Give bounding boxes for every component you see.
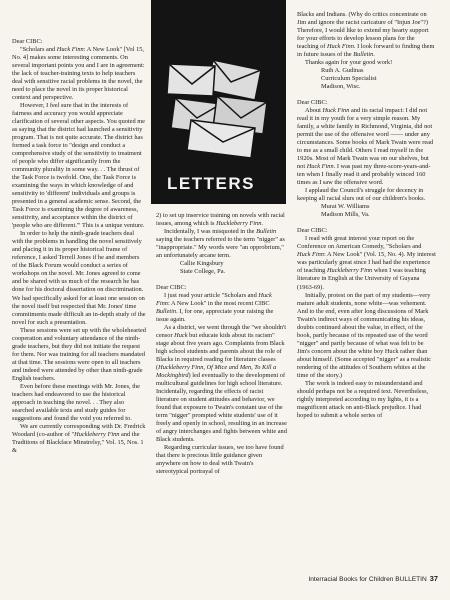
paragraph: Initially, protest on the part of my students—very mature adult students, none white—was vehement. And to the end, even after long discussions of Mark Twain's indirect ways of communicating his ideas, doubts continued about the value, in effect, of the book, partly because of its repeated use of the word "nigger" and partly because of what was felt to be Jim's concern about the white boy Huck rather than about himself. (Some accepted "nigger" as a realistic rendering of the attitudes of Southern whites at the time of the story.) [297, 291, 432, 379]
letter-column-middle [156, 212, 287, 477]
salutation: Dear CIBC: [156, 284, 187, 292]
paragraph: These sessions were set up with the wholehearted cooperation and voluntary attendance of the ninth-grade teachers, but they did not initiate the request for them. Nor was training for all teachers mandated at that time. The sessions were open to all teachers and indeed were attended by other than ninth-grade English teachers. [12, 326, 146, 382]
signature-name: Callie Kingsbury [180, 260, 224, 268]
paragraph: Even before these meetings with Mr. Jones, the teachers had endeavored to use the historical approach in teaching the novel. . . They also searched available texts and study guides for suggestions and found the void you referred to. [12, 382, 140, 422]
paragraph: Blacks and Indians. (Why do critics concentrate on Jim and ignore the racist caricature of "Injun Joe"?) Therefore, I would like to extend my hearty support for your efforts to develop lesson plans for the teaching of Huck Finn. I look forward to finding them in future issues of the Bulletin. [297, 11, 435, 59]
publication-name: Interracial Books for Children BULLETIN [308, 576, 427, 583]
signature-location: Madison, Wisc. [321, 83, 361, 91]
paragraph: As a district, we went through the "we shouldn't censor Huck but educate kids about its racism" stage about five years ago. Complaints from Black high school students and parents about the role of Blacks in required reading for literature classes (Huckleberry Finn, Of Mice and Men, To Kill a Mockingbird) led eventually to the development of multicultural guidelines for high school literature. Incidentally, regarding the effects of racist literature on student attitudes and behavior, we found that exposure to Twain's constant use of the term "nigger" prompted white students' use of it freely and openly in school, resulting in an increase of angry interchanges and fights between white and Black students. [156, 324, 287, 444]
paragraph: About Huck Finn and its racial impact: I did not read it in my youth for a very simple reason. My family, a white family in Richmond, Virginia, did not permit the use of the offensive word —— under any circumstances. Some books of Mark Twain were read to me as a small child. Others I read myself in the 1920s. Most of Mark Twain was on our shelves, but not Huck Finn. I was past my three-score-years-and-ten when I finally read it and probably winced 160 times as I saw the offensive word. [297, 107, 434, 187]
letters-logo [151, 0, 286, 204]
envelopes-icon [151, 0, 286, 204]
paragraph: "Scholars and Huck Finn: A New Look" [Vol 15, No. 4] makes some interesting comments. On several important points you and I are in agreement: the lack of teacher-training texts to help teachers deal with sensitive racial problems in the novel, the need to place the novel in its proper historical context and perspective. [12, 46, 145, 102]
letter-column-left [12, 38, 146, 455]
salutation: Dear CIBC: [297, 99, 328, 107]
paragraph: 2) to set up inservice training on novels with racial issues, among which is Huckleberry Finn. [156, 212, 285, 228]
paragraph: Thanks again for your good work! [305, 59, 393, 67]
signature-location: State College, Pa. [180, 268, 226, 276]
paragraph: We are currently corresponding with Dr. Fredrick Woodard (co-author of "Huckleberry Finn and the Traditions of Blackface Minstrelsy," Vol. 15, Nos. 1 & [12, 422, 146, 454]
salutation: Dear CIBC: [297, 227, 328, 235]
salutation: Dear CIBC: [12, 38, 43, 45]
signature-title: Curriculum Specialist [321, 75, 377, 83]
paragraph: Incidentally, I was misquoted in the Bulletin saying the teachers referred to the term "nigger" as "inappropriate." My words were "an opprobrium," an unfortunately arcane term. [156, 228, 285, 260]
logo-label: LETTERS [167, 174, 255, 193]
paragraph: However, I feel sure that in the interests of fairness and accuracy you would appreciate clarification of several other aspects. You quoted me as saying that the district had launched a sensitivity program. That is not quite accurate. The district has formed a task force to "design and conduct a comprehensive study of the sensitivity to treatment of people who differ significantly from the community plurality in some way. . . The thrust of the Task Force is twofold. One, the Task Force is examining the ways in which knowledge of and sensitivity to 'different' individuals and groups is presented in a general academic sense. Second, the Task Force is examining the degree of awareness, sensitivity, and acceptance within the district of 'people who are different.'" This is a unique venture. [12, 102, 146, 230]
paragraph: I just read your article "Scholars and Huck Finn: A New Look" in the most recent CIBC Bulletin. I, for one, appreciate your raising the issue again. [156, 292, 274, 324]
paragraph: Regarding curricular issues, we too have found that there is precious little guidance given anywhere on how to deal with Twain's stereotypical portrayal of [156, 444, 284, 476]
paragraph: I read with great interest your report on the Conference on American Comedy, "Scholars and Huck Finn: A New Look" (Vol. 15, No. 4). My interest was particularly great since I had had the experience of teaching Huckleberry Finn when I was teaching literature in English at the University of Guyana (1963-69). [297, 235, 436, 291]
paragraph: In order to help the ninth-grade teachers deal with the problems in handling the novel sensitively and placing it in its proper historical frame of reference, I asked Terrell Jones if he and members of the Black Forum would conduct a series of workshops on the novel. Mr. Jones agreed to come and be shared with us much of the research he has done for his doctoral dissertation on discrimination. We had specifically asked for at least one session on the novel itself but respected that Mr. Jones' time commitments made difficult an in-depth study of the novel for such a presentation. [12, 230, 146, 326]
page-footer [308, 574, 438, 583]
paragraph: I applaud the Council's struggle for decency in keeping all racial slurs out of our children's books. [297, 187, 426, 203]
signature-name: Ruth A. Gudinas [321, 67, 364, 75]
letter-column-right [297, 11, 436, 420]
signature-location: Madison Mills, Va. [321, 211, 370, 219]
signature-name: Murat W. Williams [321, 203, 370, 211]
page-number: 37 [429, 574, 438, 583]
paragraph: The work is indeed easy to misunderstand and should perhaps not be a required text. Nevertheless, rightly interpreted according to my lights, it is a magnificent attack on anti-Black prejudice. I had hoped to submit a whole series of [297, 379, 429, 419]
